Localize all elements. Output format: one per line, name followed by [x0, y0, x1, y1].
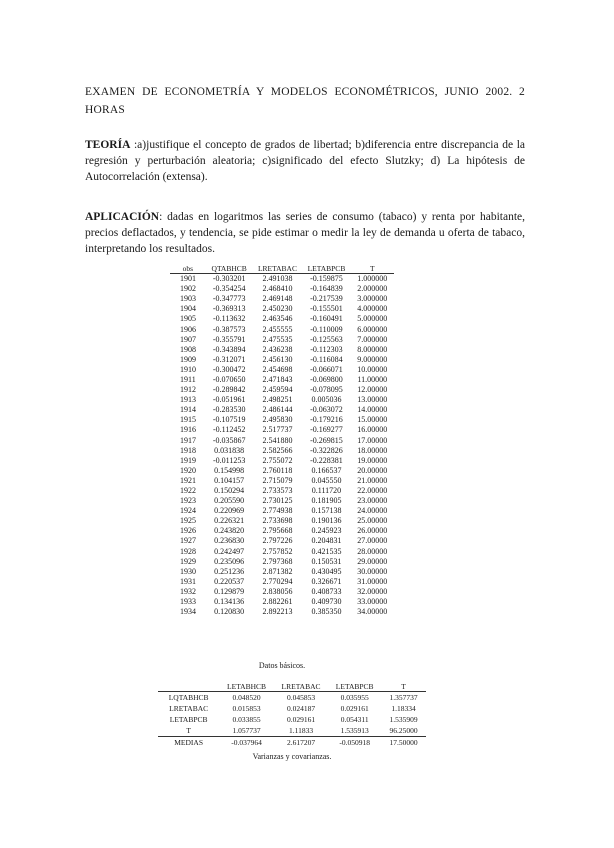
- table-cell: 30.00000: [357, 566, 388, 576]
- table-row: [170, 375, 394, 385]
- table-cell: 1914: [180, 405, 196, 415]
- table-cell: 2.797226: [262, 536, 293, 546]
- table-cell: 2.541880: [262, 435, 293, 445]
- table-cell: 2.469148: [262, 294, 293, 304]
- table-cell: 2.498251: [262, 395, 293, 405]
- table-row: [170, 294, 394, 304]
- table-cell: 0.226321: [214, 516, 245, 526]
- table-row: [170, 395, 394, 405]
- table-cell: 11.00000: [357, 374, 388, 384]
- table-row: [170, 607, 394, 617]
- table-cell: 0.236830: [214, 536, 245, 546]
- column-header: T: [381, 681, 426, 692]
- table-cell: LRETABAC: [169, 704, 209, 713]
- table-cell: 1915: [180, 415, 196, 425]
- table-cell: 0.242497: [214, 546, 245, 556]
- table-cell: 0.220969: [214, 506, 245, 516]
- exam-title: EXAMEN DE ECONOMETRÍA Y MODELOS ECONOMÉTRICOS, JUNIO 2002. 2 HORAS: [85, 86, 525, 116]
- table-cell: 0.111720: [311, 486, 342, 496]
- table-cell: 27.00000: [357, 536, 388, 546]
- table-cell: -0.169277: [310, 425, 343, 435]
- table-cell: 32.00000: [357, 586, 388, 596]
- data-table-body: [170, 274, 394, 618]
- table-cell: -0.179216: [310, 415, 343, 425]
- table-cell: 0.205590: [214, 496, 245, 506]
- table-cell: 1920: [180, 465, 196, 475]
- table-cell: 10.00000: [357, 364, 388, 374]
- table-row: [170, 415, 394, 425]
- table-cell: 0.005036: [311, 395, 342, 405]
- table-cell: -0.070650: [212, 374, 246, 384]
- covariance-table-caption: Varianzas y covarianzas.: [252, 752, 332, 761]
- table-cell: -0.347773: [212, 294, 246, 304]
- table-row: [170, 536, 394, 546]
- table-row: [170, 335, 394, 345]
- table-cell: 2.730125: [262, 496, 293, 506]
- table-cell: 1912: [180, 385, 196, 395]
- table-row: [170, 476, 394, 486]
- table-cell: 2.495830: [262, 415, 293, 425]
- covariance-table: [158, 681, 426, 748]
- table-cell: 0.045550: [311, 475, 342, 485]
- table-cell: 21.00000: [357, 475, 388, 485]
- table-cell: 0.024187: [286, 704, 316, 713]
- table-cell: 0.181905: [311, 496, 342, 506]
- table-cell: 0.029161: [340, 704, 369, 713]
- table-cell: 1918: [180, 445, 196, 455]
- table-cell: 20.00000: [357, 465, 388, 475]
- table-cell: 1928: [180, 546, 196, 556]
- table-cell: 1.057737: [232, 726, 261, 735]
- table-cell: 0.409730: [311, 597, 342, 607]
- aplicacion-label: APLICACIÓN: [85, 211, 160, 223]
- table-cell: 28.00000: [357, 546, 388, 556]
- table-cell: 1901: [180, 274, 196, 284]
- table-cell: 2.456130: [262, 354, 293, 364]
- table-cell: 2.582566: [262, 445, 293, 455]
- table-cell: 4.000000: [357, 304, 388, 314]
- table-cell: -0.107519: [212, 415, 246, 425]
- table-cell: 2.000000: [357, 284, 388, 294]
- table-cell: 0.129879: [214, 586, 245, 596]
- table-cell: 2.795668: [262, 526, 293, 536]
- table-cell: 6.000000: [357, 324, 388, 334]
- teoria-label: TEORÍA: [85, 139, 131, 151]
- table-cell: 1903: [180, 294, 196, 304]
- table-cell: 1907: [180, 334, 196, 344]
- table-cell: 0.134136: [214, 597, 245, 607]
- table-cell: -0.116084: [310, 354, 343, 364]
- table-cell: 31.00000: [357, 576, 388, 586]
- covariance-table-body: [158, 692, 426, 749]
- column-header: LETABPCB: [302, 263, 350, 274]
- table-cell: 1917: [180, 435, 196, 445]
- table-cell: 0.251236: [214, 566, 245, 576]
- table-row: [170, 456, 394, 466]
- covariance-table-header: [158, 681, 426, 692]
- table-row: [158, 737, 426, 749]
- table-cell: 2.715079: [262, 475, 293, 485]
- table-cell: 1924: [180, 506, 196, 516]
- table-cell: 1905: [180, 314, 196, 324]
- table-cell: 1923: [180, 496, 196, 506]
- column-header: T: [351, 263, 394, 274]
- table-cell: 2.871382: [262, 566, 293, 576]
- table-cell: 1.357737: [389, 693, 418, 702]
- aplicacion-text: : dadas en logaritmos las series de consumo (tabaco) y renta por habitante, precios deflactados, y tendencia, se pide estimar o medir la ley de demanda u oferta de tabaco, interpretando los resultados.: [85, 211, 525, 255]
- column-header: QTABHCB: [206, 263, 253, 274]
- table-cell: -0.051961: [212, 395, 246, 405]
- table-row: [170, 355, 394, 365]
- table-cell: 2.450230: [262, 304, 293, 314]
- table-cell: MEDIAS: [158, 737, 219, 749]
- table-cell: 1.535913: [340, 726, 369, 735]
- table-row: [170, 526, 394, 536]
- table-row: [170, 486, 394, 496]
- table-row: [170, 446, 394, 456]
- table-cell: 2.455555: [262, 324, 293, 334]
- column-header: obs: [170, 263, 206, 274]
- table-cell: 1916: [180, 425, 196, 435]
- table-cell: 8.000000: [357, 344, 388, 354]
- table-row: [170, 557, 394, 567]
- table-cell: -0.269815: [310, 435, 343, 445]
- table-row: [170, 324, 394, 334]
- table-cell: 1904: [180, 304, 196, 314]
- table-cell: 17.50000: [381, 737, 426, 749]
- table-cell: -0.369313: [212, 304, 246, 314]
- table-cell: 0.245923: [311, 526, 342, 536]
- table-cell: 1911: [180, 374, 196, 384]
- table-cell: LQTABHCB: [168, 693, 209, 702]
- table-cell: 2.463546: [262, 314, 293, 324]
- table-cell: 19.00000: [357, 455, 388, 465]
- table-cell: -0.312071: [212, 354, 246, 364]
- table-cell: 0.120830: [214, 607, 245, 617]
- table-row: [158, 703, 426, 714]
- table-row: [170, 506, 394, 516]
- table-cell: -0.300472: [212, 364, 246, 374]
- table-cell: 29.00000: [357, 556, 388, 566]
- table-row: [170, 466, 394, 476]
- column-header: LETABHCB: [219, 681, 274, 692]
- teoria-text: :a)justifique el concepto de grados de libertad; b)diferencia entre discrepancia de la regresión y perturbación aleatoria; c)significado del efecto Slutzky; d) La hipótesis de Autocorrelación (extensa).: [85, 139, 525, 183]
- table-cell: 25.00000: [357, 516, 388, 526]
- table-cell: -0.066071: [310, 364, 343, 374]
- table-row: [158, 725, 426, 737]
- table-row: [170, 385, 394, 395]
- aplicacion-paragraph: [85, 209, 525, 257]
- table-cell: 1908: [180, 344, 196, 354]
- table-cell: 9.000000: [357, 354, 388, 364]
- table-cell: -0.125563: [310, 334, 343, 344]
- table-cell: 2.733698: [262, 516, 293, 526]
- table-cell: 34.00000: [357, 607, 388, 617]
- table-cell: 2.475535: [262, 334, 293, 344]
- table-cell: 2.733573: [262, 486, 293, 496]
- table-cell: 1913: [180, 395, 196, 405]
- table-cell: 96.25000: [389, 726, 418, 735]
- table-cell: 1919: [180, 455, 196, 465]
- column-header: LRETABAC: [274, 681, 329, 692]
- table-cell: 22.00000: [357, 486, 388, 496]
- table-cell: 0.035955: [340, 693, 369, 702]
- table-cell: T: [186, 726, 191, 735]
- table-cell: -0.011253: [212, 455, 246, 465]
- table-cell: 13.00000: [357, 395, 388, 405]
- table-cell: 2.491038: [262, 274, 293, 284]
- table-cell: 2.838056: [262, 586, 293, 596]
- table-cell: 0.204831: [311, 536, 342, 546]
- table-cell: 2.774938: [262, 506, 293, 516]
- table-cell: 2.486144: [262, 405, 293, 415]
- table-cell: 1929: [180, 556, 196, 566]
- table-cell: 0.104157: [214, 475, 245, 485]
- table-cell: 0.421535: [311, 546, 342, 556]
- table-cell: 0.326671: [311, 576, 342, 586]
- table-cell: 2.797368: [262, 556, 293, 566]
- table-cell: 2.757852: [262, 546, 293, 556]
- table-row: [170, 304, 394, 314]
- table-cell: -0.217539: [310, 294, 343, 304]
- table-cell: 1921: [180, 475, 196, 485]
- table-row: [170, 274, 394, 285]
- table-cell: 0.154998: [214, 465, 245, 475]
- table-cell: -0.164839: [310, 284, 343, 294]
- table-cell: 18.00000: [357, 445, 388, 455]
- table-cell: 33.00000: [357, 597, 388, 607]
- table-cell: 1934: [180, 607, 196, 617]
- table-cell: -0.387573: [212, 324, 246, 334]
- table-cell: 0.054311: [340, 715, 369, 724]
- table-cell: -0.343894: [212, 344, 246, 354]
- table-cell: -0.035867: [212, 435, 246, 445]
- table-cell: -0.355791: [212, 334, 246, 344]
- table-cell: 2.770294: [262, 576, 293, 586]
- table-row: [170, 516, 394, 526]
- table-cell: 0.385350: [311, 607, 342, 617]
- table-cell: -0.322826: [310, 445, 343, 455]
- table-cell: -0.289842: [212, 385, 246, 395]
- table-cell: 2.617207: [274, 737, 329, 749]
- table-cell: 2.436238: [262, 344, 293, 354]
- column-header: [158, 681, 219, 692]
- table-cell: 0.430495: [311, 566, 342, 576]
- table-cell: LETABPCB: [169, 715, 208, 724]
- table-cell: -0.354254: [212, 284, 246, 294]
- table-cell: 1925: [180, 516, 196, 526]
- table-cell: 1932: [180, 586, 196, 596]
- teoria-paragraph: [85, 137, 525, 185]
- table-cell: 1922: [180, 486, 196, 496]
- table-cell: -0.160491: [310, 314, 343, 324]
- table-cell: 2.454698: [262, 364, 293, 374]
- data-table-header: [170, 263, 394, 274]
- table-cell: 16.00000: [357, 425, 388, 435]
- table-row: [170, 405, 394, 415]
- table-cell: 2.760118: [262, 465, 293, 475]
- table-cell: -0.113632: [212, 314, 246, 324]
- table-cell: -0.063072: [310, 405, 343, 415]
- table-cell: 2.459594: [262, 385, 293, 395]
- table-cell: -0.078095: [310, 385, 343, 395]
- table-cell: -0.159875: [310, 274, 343, 284]
- table-cell: 12.00000: [357, 385, 388, 395]
- table-row: [170, 425, 394, 435]
- table-cell: 0.243820: [214, 526, 245, 536]
- table-row: [170, 345, 394, 355]
- table-row: [158, 692, 426, 704]
- table-row: [170, 314, 394, 324]
- table-row: [170, 577, 394, 587]
- column-header: LETABPCB: [328, 681, 381, 692]
- table-cell: 1933: [180, 597, 196, 607]
- table-row: [170, 365, 394, 375]
- table-cell: 2.471843: [262, 374, 293, 384]
- table-cell: 0.029161: [286, 715, 316, 724]
- table-row: [158, 714, 426, 725]
- table-cell: -0.155501: [310, 304, 343, 314]
- table-cell: 0.048520: [232, 693, 261, 702]
- data-table: [170, 263, 394, 617]
- table-row: [170, 284, 394, 294]
- table-cell: -0.112452: [212, 425, 246, 435]
- table-cell: -0.110009: [310, 324, 343, 334]
- table-cell: 0.150294: [214, 486, 245, 496]
- table-cell: 14.00000: [357, 405, 388, 415]
- table-cell: 0.235096: [214, 556, 245, 566]
- table-cell: 1.11833: [288, 726, 314, 735]
- table-row: [170, 436, 394, 446]
- table-cell: -0.283530: [212, 405, 246, 415]
- table-cell: 5.000000: [357, 314, 388, 324]
- table-cell: 1906: [180, 324, 196, 334]
- table-cell: 1931: [180, 576, 196, 586]
- table-cell: -0.050918: [328, 737, 381, 749]
- table-cell: 0.031838: [214, 445, 245, 455]
- table-cell: 26.00000: [357, 526, 388, 536]
- table-cell: 0.045853: [286, 693, 316, 702]
- table-cell: 24.00000: [357, 506, 388, 516]
- table-cell: 2.892213: [262, 607, 293, 617]
- table-cell: 1.000000: [357, 274, 388, 284]
- table-cell: 2.882261: [262, 597, 293, 607]
- table-cell: 2.755072: [262, 455, 293, 465]
- table-cell: 23.00000: [357, 496, 388, 506]
- table-cell: 1902: [180, 284, 196, 294]
- table-cell: 0.220537: [214, 576, 245, 586]
- table-cell: 1909: [180, 354, 196, 364]
- table-cell: 1930: [180, 566, 196, 576]
- table-row: [170, 567, 394, 577]
- table-cell: -0.112303: [310, 344, 343, 354]
- table-cell: 0.190136: [311, 516, 342, 526]
- data-table-caption: Datos básicos.: [258, 661, 306, 670]
- table-cell: 1.535909: [389, 715, 418, 724]
- table-cell: 7.000000: [357, 334, 388, 344]
- table-row: [170, 547, 394, 557]
- table-row: [170, 597, 394, 607]
- table-cell: 0.015853: [232, 704, 261, 713]
- table-cell: 0.033855: [232, 715, 261, 724]
- table-cell: 1927: [180, 536, 196, 546]
- table-cell: -0.069800: [310, 374, 343, 384]
- table-row: [170, 496, 394, 506]
- table-cell: -0.303201: [212, 274, 246, 284]
- table-cell: 1926: [180, 526, 196, 536]
- table-cell: 2.517737: [262, 425, 293, 435]
- table-cell: 0.157138: [311, 506, 342, 516]
- table-cell: 0.408733: [311, 586, 342, 596]
- table-cell: -0.228381: [310, 455, 343, 465]
- table-cell: 0.166537: [311, 465, 342, 475]
- column-header: LRETABAC: [253, 263, 303, 274]
- table-cell: 2.468410: [262, 284, 293, 294]
- table-row: [170, 587, 394, 597]
- table-cell: 15.00000: [357, 415, 388, 425]
- table-cell: 3.000000: [357, 294, 388, 304]
- table-cell: 1.18334: [391, 704, 416, 713]
- table-cell: 17.00000: [357, 435, 388, 445]
- table-cell: 0.150531: [311, 556, 342, 566]
- table-cell: 1910: [180, 364, 196, 374]
- table-cell: -0.037964: [219, 737, 274, 749]
